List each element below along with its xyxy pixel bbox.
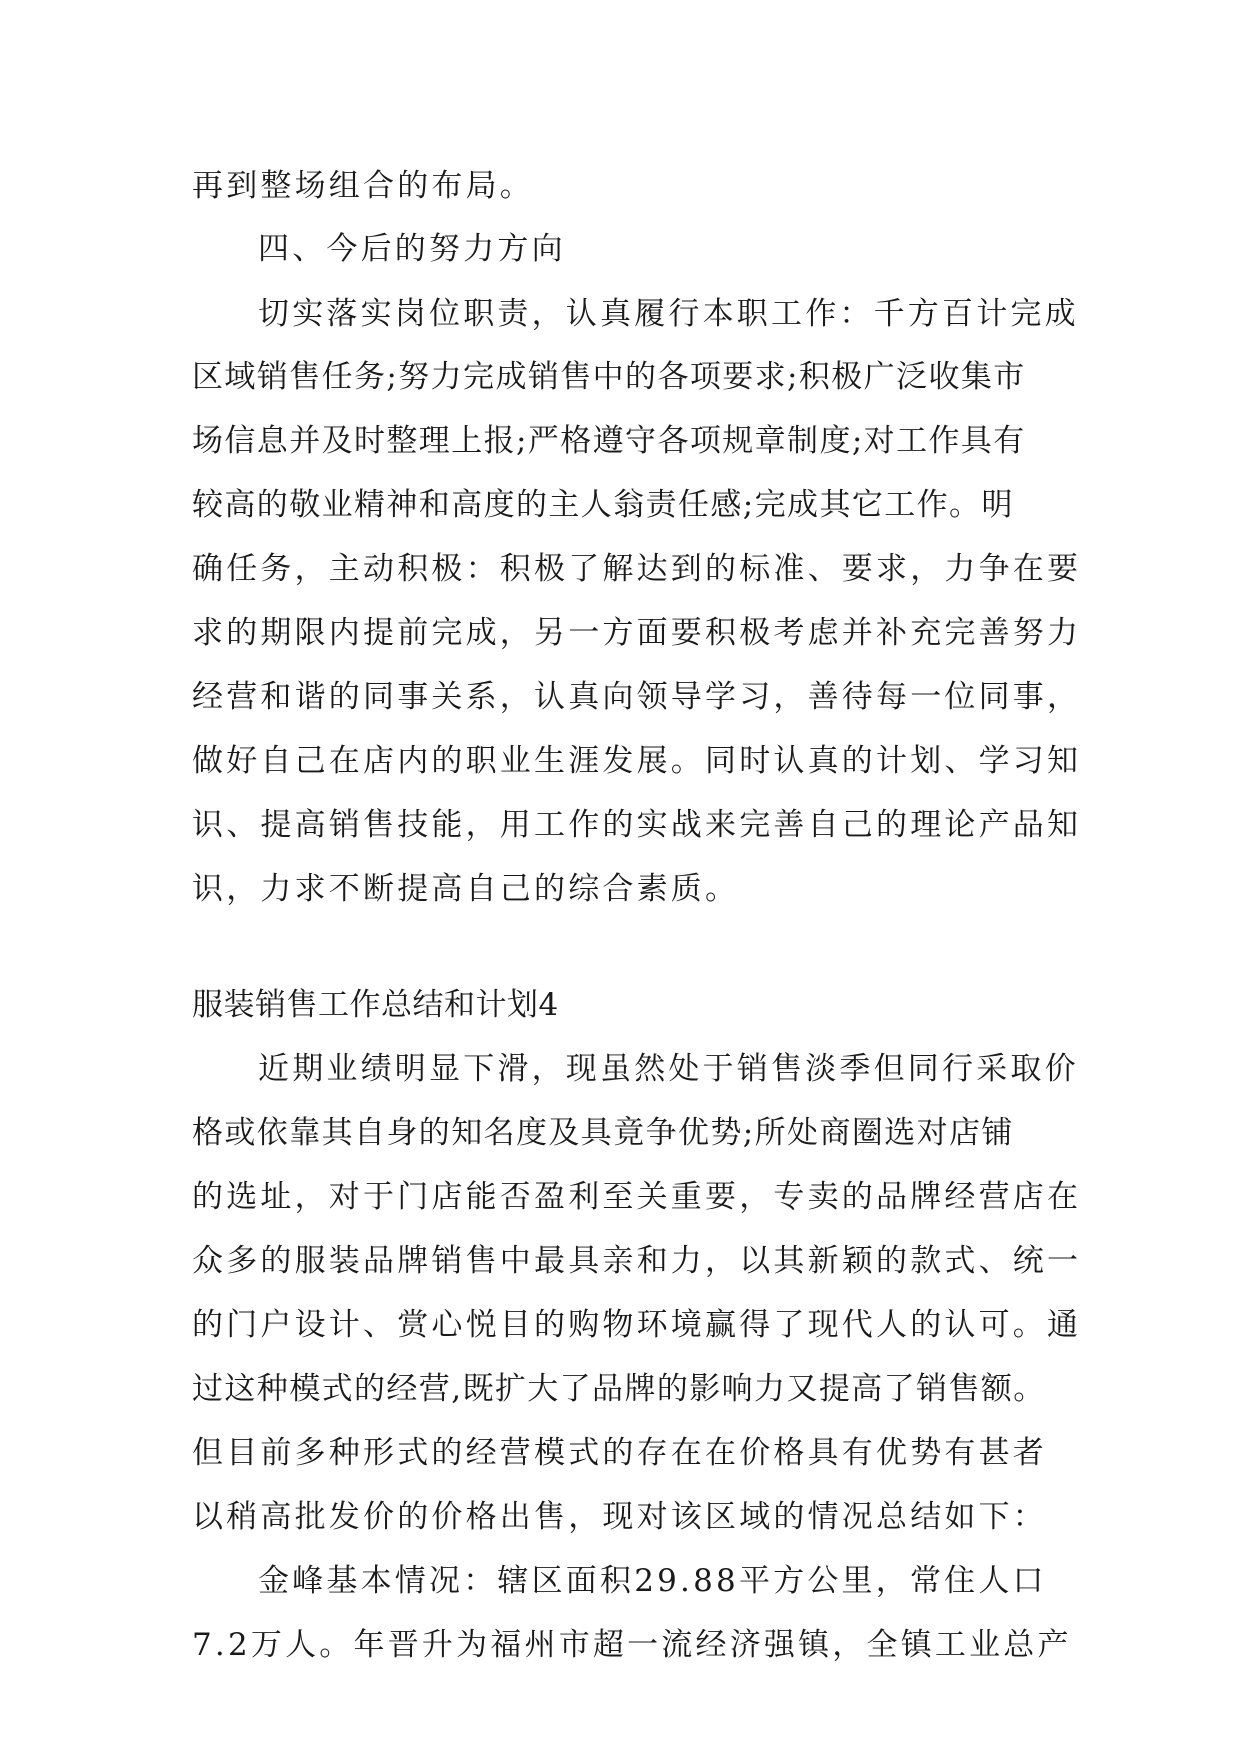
paragraph-line: 近期业绩明显下滑，现虽然处于销售淡季但同行采取价 bbox=[258, 1051, 1079, 1087]
paragraph-line: 区域销售任务;努力完成销售中的各项要求;积极广泛收集市 bbox=[192, 359, 1026, 395]
paragraph-line: 较高的敬业精神和高度的主人翁责任感;完成其它工作。明 bbox=[192, 487, 1014, 523]
section-title: 服装销售工作总结和计划4 bbox=[192, 987, 559, 1023]
paragraph-line: 7.2万人。年晋升为福州市超一流经济强镇，全镇工业总产 bbox=[192, 1627, 1072, 1663]
paragraph-line: 的门户设计、赏心悦目的购物环境赢得了现代人的认可。通 bbox=[192, 1307, 1082, 1343]
paragraph-line: 切实落实岗位职责，认真履行本职工作：千方百计完成 bbox=[258, 296, 1079, 332]
paragraph-line: 经营和谐的同事关系，认真向领导学习，善待每一位同事， bbox=[192, 679, 1082, 715]
paragraph-line: 识，力求不断提高自己的综合素质。 bbox=[192, 871, 740, 907]
paragraph-line: 金峰基本情况：辖区面积29.88平方公里，常住人口 bbox=[258, 1563, 1047, 1599]
paragraph-line: 以稍高批发价的价格出售，现对该区域的情况总结如下： bbox=[192, 1499, 1047, 1535]
paragraph-line: 的选址，对于门店能否盈利至关重要，专卖的品牌经营店在 bbox=[192, 1179, 1082, 1215]
paragraph-line: 众多的服装品牌销售中最具亲和力，以其新颖的款式、统一 bbox=[192, 1243, 1082, 1279]
paragraph-line: 再到整场组合的布局。 bbox=[192, 168, 534, 204]
paragraph-line: 确任务，主动积极：积极了解达到的标准、要求，力争在要 bbox=[192, 551, 1082, 587]
paragraph-line: 做好自己在店内的职业生涯发展。同时认真的计划、学习知 bbox=[192, 743, 1082, 779]
section-heading: 四、今后的努力方向 bbox=[258, 231, 566, 267]
paragraph-line: 格或依靠其自身的知名度及具竟争优势;所处商圈选对店铺 bbox=[192, 1115, 1014, 1151]
paragraph-line: 识、提高销售技能，用工作的实战来完善自己的理论产品知 bbox=[192, 807, 1082, 843]
paragraph-line: 求的期限内提前完成，另一方面要积极考虑并补充完善努力 bbox=[192, 615, 1082, 651]
paragraph-line: 但目前多种形式的经营模式的存在在价格具有优势有甚者 bbox=[192, 1435, 1047, 1471]
paragraph-line: 场信息并及时整理上报;严格遵守各项规章制度;对工作具有 bbox=[192, 423, 1026, 459]
paragraph-line: 过这种模式的经营,既扩大了品牌的影响力又提高了销售额。 bbox=[192, 1371, 1046, 1407]
